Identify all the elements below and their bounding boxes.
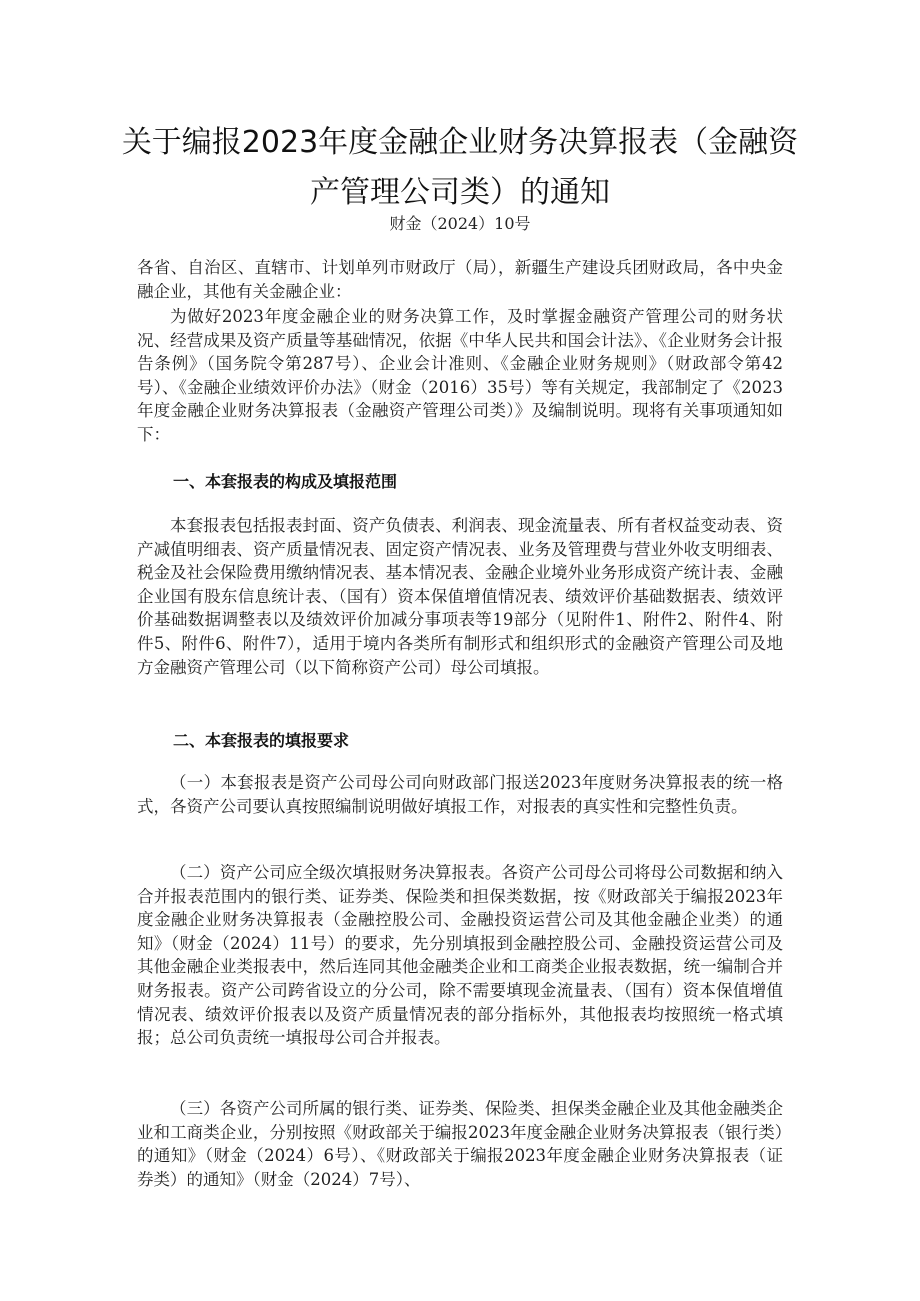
section-one-paragraph: 本套报表包括报表封面、资产负债表、利润表、现金流量表、所有者权益变动表、资产减值明细表、资产质量情况表、固定资产情况表、业务及管理费与营业外收支明细表、税金及社会保险费用缴纳情况表、基本情况表、金融企业境外业务形成资产统计表、金融企业国有股东信息统计表、（国有）资本保值增值情况表、绩效评价基础数据表、绩效评价基础数据调整表以及绩效评价加减分事项表等19部分（见附件1、附件2、附件4、附件5、附件6、附件7），适用于境内各类所有制形式和组织形式的金融资产管理公司及地方金融资产管理公司（以下简称资产公司）母公司填报。 xyxy=(137,516,783,677)
section-heading-two: 二、本套报表的填报要求 xyxy=(173,731,350,750)
document-title-line-2: 产管理公司类）的通知 xyxy=(310,175,610,210)
document-title-line-1: 关于编报2023年度金融企业财务决算报表（金融资 xyxy=(121,125,799,160)
section-two-paragraph-3: （三）各资产公司所属的银行类、证券类、保险类、担保类金融企业及其他金融类企业和工商类企业，分别按照《财政部关于编报2023年度金融企业财务决算报表（银行类）的通知》（财金（2024）6号）、《财政部关于编报2023年度金融企业财务决算报表（证券类）的通知》（财金（2024）7号）、 xyxy=(137,1099,783,1189)
intro-paragraph: 为做好2023年度金融企业的财务决算工作，及时掌握金融资产管理公司的财务状况、经营成果及资产质量等基础情况，依据《中华人民共和国会计法》、《企业财务会计报告条例》（国务院令第287号）、企业会计准则、《金融企业财务规则》（财政部令第42号）、《金融企业绩效评价办法》（财金（2016）35号）等有关规定，我部制定了《2023年度金融企业财务决算报表（金融资产管理公司类）》及编制说明。现将有关事项通知如下： xyxy=(137,307,783,444)
document-number: 财金（2024）10号 xyxy=(389,214,531,233)
section-heading-one: 一、本套报表的构成及填报范围 xyxy=(173,472,398,491)
section-two-paragraph-2: （二）资产公司应全级次填报财务决算报表。各资产公司母公司将母公司数据和纳入合并报表范围内的银行类、证券类、保险类和担保类数据，按《财政部关于编报2023年度金融企业财务决算报表（金融控股公司、金融投资运营公司及其他金融企业类）的通知》（财金（2024）11号）的要求，先分别填报到金融控股公司、金融投资运营公司及其他金融企业类报表中，然后连同其他金融类企业和工商类企业报表数据，统一编制合并财务报表。资产公司跨省设立的分公司，除不需要填现金流量表、（国有）资本保值增值情况表、绩效评价报表以及资产质量情况表的部分指标外，其他报表均按照统一格式填报；总公司负责统一填报母公司合并报表。 xyxy=(137,863,783,1048)
section-two-paragraph-1: （一）本套报表是资产公司母公司向财政部门报送2023年度财务决算报表的统一格式，各资产公司要认真按照编制说明做好填报工作，对报表的真实性和完整性负责。 xyxy=(137,773,783,816)
addressee-paragraph: 各省、自治区、直辖市、计划单列市财政厅（局），新疆生产建设兵团财政局，各中央金融企业，其他有关金融企业： xyxy=(137,258,783,301)
